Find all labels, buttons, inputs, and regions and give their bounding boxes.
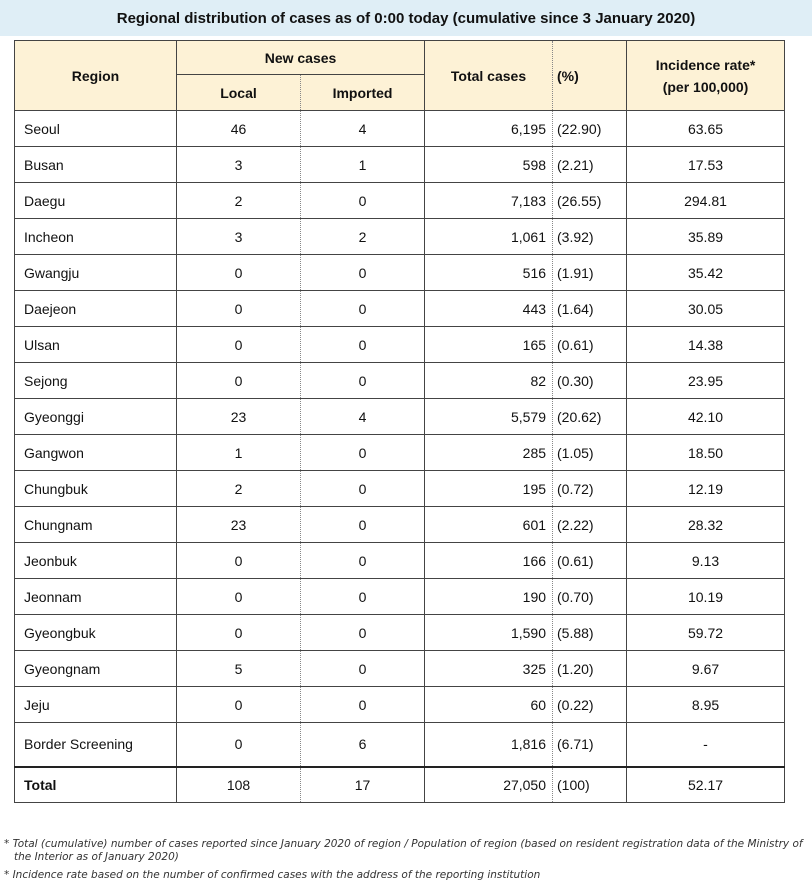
imported-cell: 0 (301, 363, 425, 399)
imported-cell: 0 (301, 651, 425, 687)
incidence-rate-cell: 18.50 (627, 435, 785, 471)
local-cell: 23 (177, 507, 301, 543)
imported-cell: 0 (301, 507, 425, 543)
table-row (15, 399, 785, 435)
total-cases-cell: 516 (425, 255, 553, 291)
total-cases-cell: 60 (425, 687, 553, 723)
region-cell: Gyeonggi (15, 399, 177, 435)
region-cell: Sejong (15, 363, 177, 399)
imported-cell: 0 (301, 291, 425, 327)
region-cell: Jeonbuk (15, 543, 177, 579)
incidence-rate-cell: 9.13 (627, 543, 785, 579)
region-cell: Total (15, 767, 177, 803)
local-cell: 1 (177, 435, 301, 471)
table-row (15, 291, 785, 327)
total-cases-cell: 443 (425, 291, 553, 327)
incidence-rate-cell: 8.95 (627, 687, 785, 723)
total-cases-cell: 82 (425, 363, 553, 399)
incidence-rate-cell: 9.67 (627, 651, 785, 687)
local-cell: 23 (177, 399, 301, 435)
imported-cell: 0 (301, 183, 425, 219)
header-incidence-rate (627, 41, 785, 111)
local-cell: 0 (177, 579, 301, 615)
local-cell: 3 (177, 219, 301, 255)
percent-cell: (3.92) (553, 219, 627, 255)
percent-cell: (26.55) (553, 183, 627, 219)
footnote-2: * Incidence rate based on the number of confirmed cases with the address of the reporting institution (4, 869, 541, 881)
region-cell: Chungnam (15, 507, 177, 543)
percent-cell: (0.72) (553, 471, 627, 507)
incidence-rate-cell: 52.17 (627, 767, 785, 803)
imported-cell: 4 (301, 111, 425, 147)
table-title: Regional distribution of cases as of 0:00 today (cumulative since 3 January 2020) (0, 0, 812, 36)
total-cases-cell: 1,590 (425, 615, 553, 651)
incidence-rate-cell: 10.19 (627, 579, 785, 615)
local-cell: 0 (177, 327, 301, 363)
imported-cell: 0 (301, 255, 425, 291)
total-cases-cell: 195 (425, 471, 553, 507)
region-cell: Daegu (15, 183, 177, 219)
incidence-rate-cell: 294.81 (627, 183, 785, 219)
total-cases-cell: 285 (425, 435, 553, 471)
region-cell: Gyeongbuk (15, 615, 177, 651)
imported-cell: 4 (301, 399, 425, 435)
imported-cell: 0 (301, 615, 425, 651)
total-cases-cell: 325 (425, 651, 553, 687)
percent-cell: (22.90) (553, 111, 627, 147)
percent-cell: (1.91) (553, 255, 627, 291)
region-cell: Jeju (15, 687, 177, 723)
table-row (15, 615, 785, 651)
table-body (15, 111, 785, 803)
incidence-rate-cell: 14.38 (627, 327, 785, 363)
local-cell: 0 (177, 543, 301, 579)
header-local: Local (177, 75, 301, 111)
local-cell: 3 (177, 147, 301, 183)
percent-cell: (0.70) (553, 579, 627, 615)
table-row (15, 723, 785, 767)
percent-cell: (2.21) (553, 147, 627, 183)
table-row (15, 579, 785, 615)
table-row (15, 183, 785, 219)
local-cell: 2 (177, 471, 301, 507)
local-cell: 0 (177, 291, 301, 327)
incidence-rate-cell: 28.32 (627, 507, 785, 543)
imported-cell: 0 (301, 471, 425, 507)
imported-cell: 0 (301, 687, 425, 723)
local-cell: 2 (177, 183, 301, 219)
local-cell: 0 (177, 615, 301, 651)
incidence-rate-cell: 63.65 (627, 111, 785, 147)
footnotes (4, 838, 810, 887)
local-cell: 46 (177, 111, 301, 147)
table-row (15, 219, 785, 255)
header-imported: Imported (301, 75, 425, 111)
total-cases-cell: 6,195 (425, 111, 553, 147)
region-cell: Jeonnam (15, 579, 177, 615)
header-incidence-line2: (per 100,000) (662, 78, 749, 95)
table-row (15, 255, 785, 291)
percent-cell: (100) (553, 767, 627, 803)
local-cell: 5 (177, 651, 301, 687)
header-percent: (%) (553, 41, 627, 111)
total-cases-cell: 7,183 (425, 183, 553, 219)
percent-cell: (6.71) (553, 723, 627, 767)
region-cell: Gwangju (15, 255, 177, 291)
incidence-rate-cell: 12.19 (627, 471, 785, 507)
percent-cell: (1.20) (553, 651, 627, 687)
percent-cell: (0.22) (553, 687, 627, 723)
local-cell: 0 (177, 363, 301, 399)
imported-cell: 6 (301, 723, 425, 767)
percent-cell: (1.05) (553, 435, 627, 471)
region-cell: Gyeongnam (15, 651, 177, 687)
imported-cell: 17 (301, 767, 425, 803)
table-row (15, 111, 785, 147)
region-cell: Busan (15, 147, 177, 183)
total-cases-cell: 5,579 (425, 399, 553, 435)
table-row (15, 687, 785, 723)
table-row (15, 507, 785, 543)
table-row (15, 471, 785, 507)
total-cases-cell: 1,061 (425, 219, 553, 255)
percent-cell: (2.22) (553, 507, 627, 543)
percent-cell: (5.88) (553, 615, 627, 651)
imported-cell: 0 (301, 579, 425, 615)
region-cell: Daejeon (15, 291, 177, 327)
incidence-rate-cell: 42.10 (627, 399, 785, 435)
total-row (15, 767, 785, 803)
total-cases-cell: 190 (425, 579, 553, 615)
total-cases-cell: 27,050 (425, 767, 553, 803)
header-incidence-line1: Incidence rate* (655, 56, 756, 73)
imported-cell: 2 (301, 219, 425, 255)
percent-cell: (0.61) (553, 543, 627, 579)
imported-cell: 0 (301, 435, 425, 471)
header-new-cases: New cases (177, 41, 425, 75)
percent-cell: (1.64) (553, 291, 627, 327)
table-row (15, 435, 785, 471)
table-row (15, 651, 785, 687)
imported-cell: 0 (301, 327, 425, 363)
incidence-rate-cell: 17.53 (627, 147, 785, 183)
region-cell: Chungbuk (15, 471, 177, 507)
local-cell: 108 (177, 767, 301, 803)
region-cell: Gangwon (15, 435, 177, 471)
imported-cell: 0 (301, 543, 425, 579)
table-row (15, 147, 785, 183)
local-cell: 0 (177, 255, 301, 291)
regional-cases-table (14, 40, 785, 803)
table-row (15, 327, 785, 363)
header-region: Region (15, 41, 177, 111)
incidence-rate-cell: 30.05 (627, 291, 785, 327)
incidence-rate-cell: 23.95 (627, 363, 785, 399)
region-cell: Border Screening (15, 723, 177, 767)
total-cases-cell: 166 (425, 543, 553, 579)
total-cases-cell: 598 (425, 147, 553, 183)
percent-cell: (0.61) (553, 327, 627, 363)
local-cell: 0 (177, 687, 301, 723)
table-row (15, 543, 785, 579)
incidence-rate-cell: - (627, 723, 785, 767)
table-row (15, 363, 785, 399)
footnote-1: * Total (cumulative) number of cases reported since January 2020 of region / Population of region (based on resident registration data of the Ministry of the Interior as of January 2020) (4, 838, 803, 863)
total-cases-cell: 1,816 (425, 723, 553, 767)
imported-cell: 1 (301, 147, 425, 183)
header-total-cases: Total cases (425, 41, 553, 111)
percent-cell: (20.62) (553, 399, 627, 435)
region-cell: Ulsan (15, 327, 177, 363)
percent-cell: (0.30) (553, 363, 627, 399)
local-cell: 0 (177, 723, 301, 767)
total-cases-cell: 165 (425, 327, 553, 363)
incidence-rate-cell: 35.42 (627, 255, 785, 291)
region-cell: Incheon (15, 219, 177, 255)
incidence-rate-cell: 35.89 (627, 219, 785, 255)
region-cell: Seoul (15, 111, 177, 147)
incidence-rate-cell: 59.72 (627, 615, 785, 651)
total-cases-cell: 601 (425, 507, 553, 543)
